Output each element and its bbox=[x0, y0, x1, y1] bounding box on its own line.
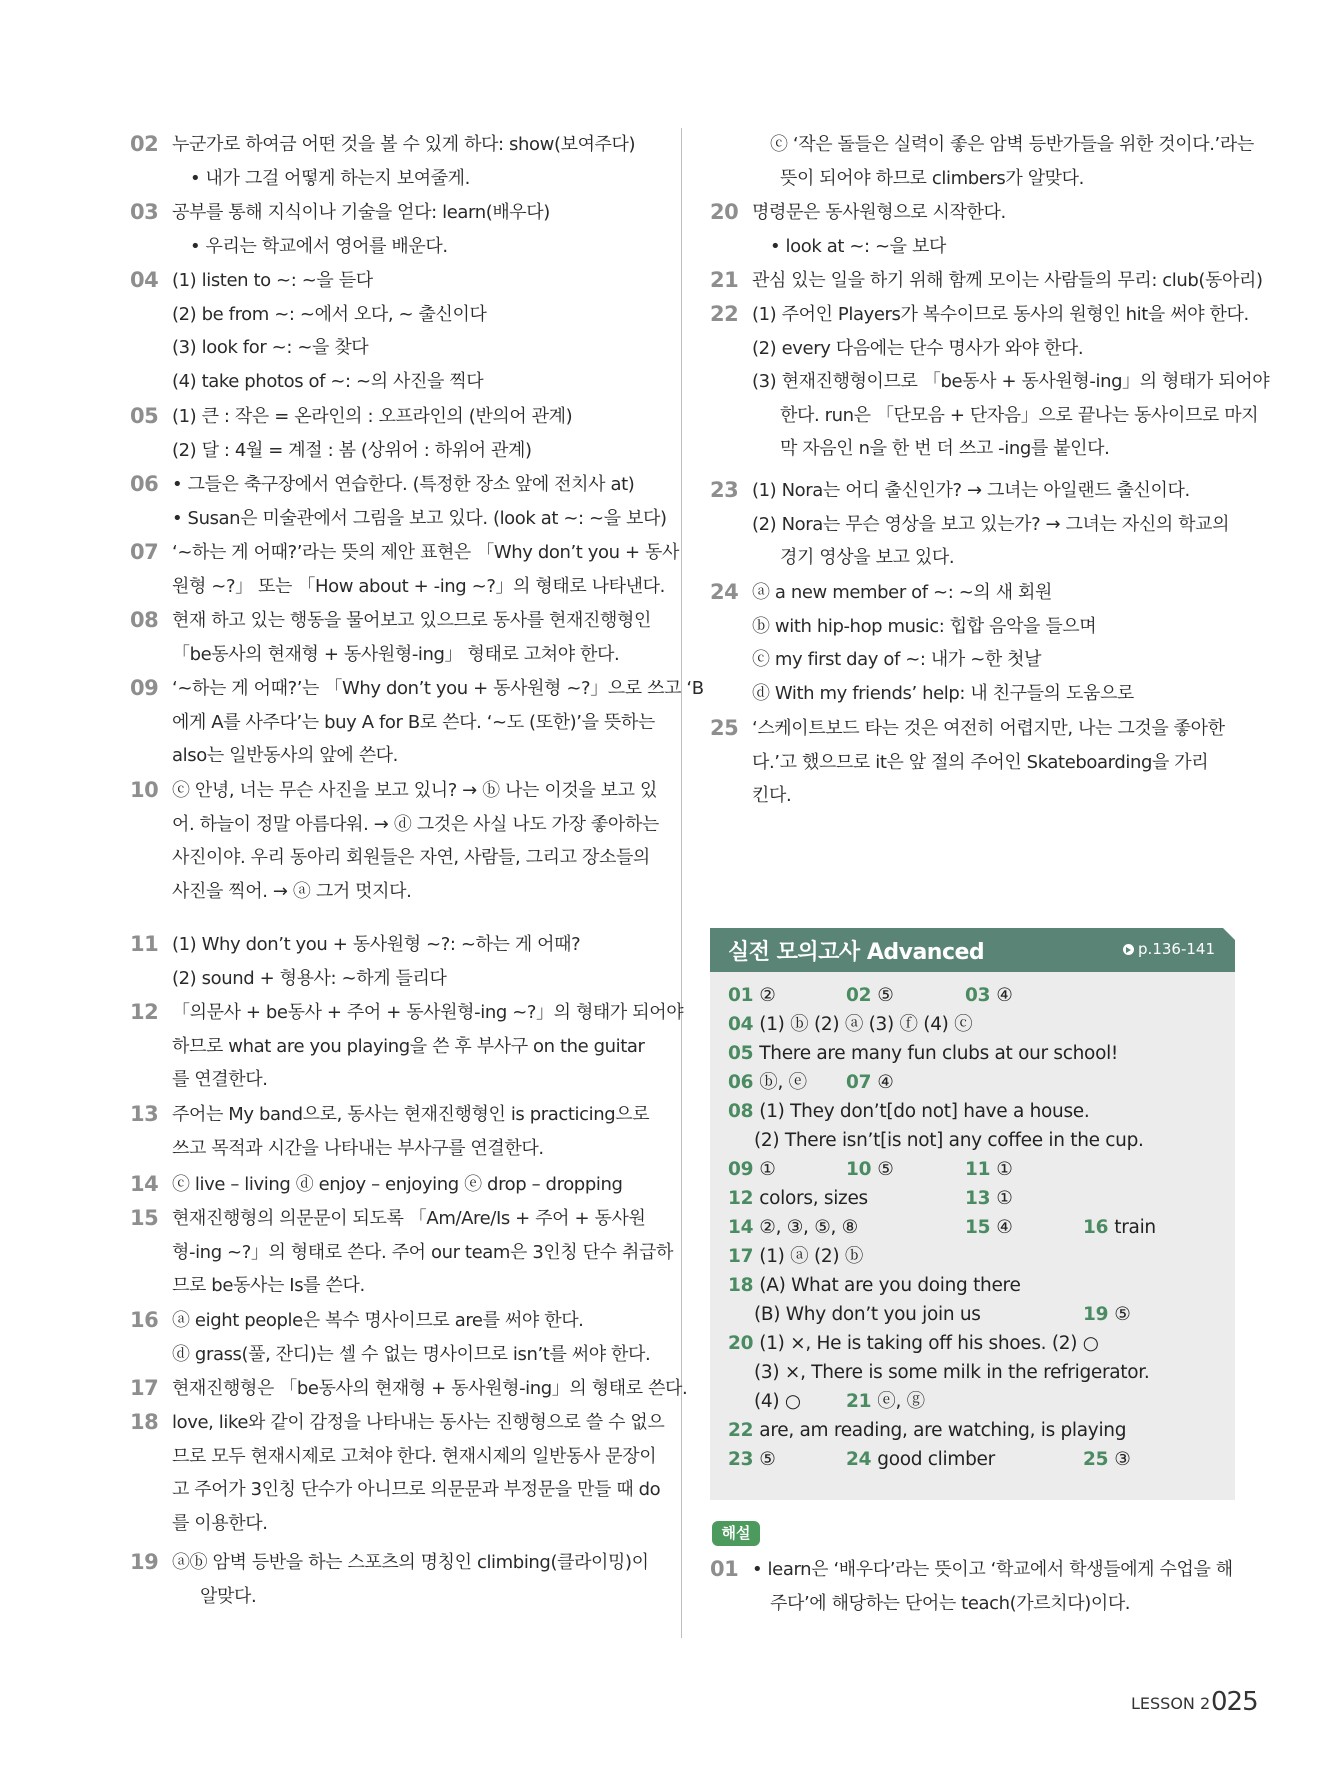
answer-entry bbox=[728, 1068, 807, 1097]
answer-entry bbox=[728, 1097, 1089, 1126]
answer-number: 24 bbox=[846, 1449, 878, 1470]
answer-entry bbox=[754, 1387, 801, 1416]
text-line: 「be동사의 현재형 + 동사원형-ing」 형태로 고쳐야 한다. bbox=[172, 643, 620, 665]
question-explanation bbox=[172, 774, 659, 908]
question-number: 20 bbox=[710, 200, 739, 224]
text-line: also는 일반동사의 앞에 쓴다. bbox=[172, 745, 398, 766]
text-line: 현재진행형의 의문문이 되도록 「Am/Are/Is + 주어 + 동사원 bbox=[172, 1208, 646, 1229]
answer-number: 01 bbox=[728, 985, 760, 1006]
question-explanation bbox=[752, 264, 1263, 298]
text-line: • 내가 그걸 어떻게 하는지 보여줄게. bbox=[190, 167, 470, 189]
answer-value: ① bbox=[996, 1159, 1013, 1180]
answer-number: 20 bbox=[728, 1333, 760, 1354]
answer-entry bbox=[965, 1155, 1013, 1184]
answer-value: ⓑ, ⓔ bbox=[759, 1072, 807, 1093]
answer-entry bbox=[965, 981, 1013, 1010]
question-number: 21 bbox=[710, 268, 739, 292]
text-line: 뜻이 되어야 하므로 climbers가 알맞다. bbox=[780, 167, 1084, 189]
text-line: 경기 영상을 보고 있다. bbox=[780, 547, 955, 568]
footer-lesson: LESSON 2 bbox=[1131, 1694, 1211, 1713]
text-line: 관심 있는 일을 하기 위해 함께 모이는 사람들의 무리: club(동아리) bbox=[752, 270, 1263, 291]
text-line: 현재 하고 있는 행동을 물어보고 있으므로 동사를 현재진행형인 bbox=[172, 610, 651, 631]
answer-value: There are many fun clubs at our school! bbox=[759, 1043, 1119, 1064]
answer-value: ⓔ, ⓖ bbox=[877, 1391, 925, 1412]
text-line: ⓐ a new member of ~: ~의 새 회원 bbox=[752, 582, 1052, 603]
text-line: ⓒ live – living ⓓ enjoy – enjoying ⓔ drop – dropping bbox=[172, 1174, 623, 1195]
question-explanation bbox=[172, 672, 704, 773]
answer-entry bbox=[965, 1184, 1013, 1213]
answer-box-title: 실전 모의고사 Advanced bbox=[728, 940, 985, 965]
answer-box-header bbox=[710, 928, 1235, 972]
answer-value: ⑤ bbox=[877, 985, 894, 1006]
question-explanation bbox=[172, 536, 679, 603]
text-line: 므로 모두 현재시제로 고쳐야 한다. 현재시제의 일반동사 문장이 bbox=[172, 1445, 657, 1467]
question-explanation bbox=[752, 128, 1254, 195]
text-line: love, like와 같이 감정을 나타내는 동사는 진행형으로 쓸 수 없으 bbox=[172, 1412, 665, 1433]
answer-entry bbox=[1083, 1213, 1156, 1242]
answer-value: ④ bbox=[877, 1072, 894, 1093]
page-reference-text: p.136-141 bbox=[1138, 940, 1215, 958]
question-number: 06 bbox=[130, 472, 159, 496]
answer-entry bbox=[754, 1300, 981, 1329]
question-number: 11 bbox=[130, 932, 159, 956]
answer-entry bbox=[728, 1039, 1118, 1068]
answer-entry bbox=[728, 1213, 858, 1242]
text-line: 「의문사 + be동사 + 주어 + 동사원형-ing ~?」의 형태가 되어야 bbox=[172, 1002, 684, 1023]
text-line: 원형 ~?」 또는 「How about + -ing ~?」의 형태로 나타낸다. bbox=[172, 575, 665, 597]
text-line: ⓒ 안녕, 너는 무슨 사진을 보고 있니? → ⓑ 나는 이것을 보고 있 bbox=[172, 780, 657, 801]
answer-value: (1) They don’t[do not] have a house. bbox=[759, 1101, 1090, 1122]
answer-number: 15 bbox=[965, 1217, 997, 1238]
answer-value: train bbox=[1114, 1217, 1156, 1238]
text-line: (1) 큰 : 작은 = 온라인의 : 오프라인의 (반의어 관계) bbox=[172, 406, 573, 427]
question-number: 08 bbox=[130, 608, 159, 632]
answer-value: ⑤ bbox=[1114, 1304, 1131, 1325]
answer-value: ① bbox=[996, 1188, 1013, 1209]
text-line: (1) Why don’t you + 동사원형 ~?: ~하는 게 어때? bbox=[172, 934, 581, 955]
answer-entry bbox=[728, 1329, 1099, 1358]
text-line: ⓐ eight people은 복수 명사이므로 are를 써야 한다. bbox=[172, 1310, 584, 1331]
question-explanation bbox=[752, 196, 1006, 263]
answer-number: 22 bbox=[728, 1420, 760, 1441]
text-line: • 그들은 축구장에서 연습한다. (특정한 장소 앞에 전치사 at) bbox=[172, 474, 635, 495]
text-line: (2) sound + 형용사: ~하게 들리다 bbox=[172, 967, 447, 989]
answer-entry bbox=[728, 1010, 972, 1039]
text-line: (1) 주어인 Players가 복수이므로 동사의 원형인 hit을 써야 한다. bbox=[752, 304, 1249, 325]
question-explanation bbox=[172, 196, 550, 263]
answer-value: ② bbox=[759, 985, 776, 1006]
answer-number: 12 bbox=[728, 1188, 760, 1209]
answer-value: (1) ⓑ (2) ⓐ (3) ⓕ (4) ⓒ bbox=[759, 1014, 973, 1035]
answer-value: colors, sizes bbox=[759, 1188, 868, 1209]
answer-entry bbox=[754, 1126, 1144, 1155]
question-number: 09 bbox=[130, 676, 159, 700]
answer-entry bbox=[846, 1387, 925, 1416]
text-line: 쓰고 목적과 시간을 나타내는 부사구를 연결한다. bbox=[172, 1137, 544, 1159]
answer-value: ④ bbox=[996, 985, 1013, 1006]
page-number: 025 bbox=[1211, 1687, 1258, 1717]
text-line: ‘~하는 게 어때?’는 「Why don’t you + 동사원형 ~?」으로 쓰고 ‘B bbox=[172, 678, 704, 699]
answer-value: ②, ③, ⑤, ⑧ bbox=[759, 1217, 858, 1238]
answer-value: good climber bbox=[877, 1449, 995, 1470]
text-line: 막 자음인 n을 한 번 더 쓰고 -ing를 붙인다. bbox=[780, 438, 1110, 459]
text-line: 를 이용한다. bbox=[172, 1512, 268, 1534]
question-number: 18 bbox=[130, 1410, 159, 1434]
text-line: 하므로 what are you playing을 쓴 후 부사구 on the guitar bbox=[172, 1035, 645, 1057]
text-line: 명령문은 동사원형으로 시작한다. bbox=[752, 202, 1006, 223]
text-line: ⓓ With my friends’ help: 내 친구들의 도움으로 bbox=[752, 682, 1134, 704]
text-line: 주어는 My band으로, 동사는 현재진행형인 is practicing으로 bbox=[172, 1104, 650, 1125]
question-number: 01 bbox=[710, 1557, 739, 1581]
question-number: 03 bbox=[130, 200, 159, 224]
question-explanation bbox=[752, 712, 1225, 813]
text-line: 알맞다. bbox=[200, 1585, 257, 1607]
question-explanation bbox=[172, 400, 572, 467]
answer-value: (1) ×, He is taking off his shoes. (2) ○ bbox=[759, 1333, 1099, 1354]
question-explanation bbox=[752, 576, 1134, 710]
text-line: 어. 하늘이 정말 아름다워. → ⓓ 그것은 사실 나도 가장 좋아하는 bbox=[172, 813, 659, 835]
answer-number: 23 bbox=[728, 1449, 760, 1470]
question-explanation bbox=[172, 1168, 623, 1202]
answer-entry bbox=[728, 1271, 1021, 1300]
text-line: 주다’에 해당하는 단어는 teach(가르치다)이다. bbox=[770, 1592, 1131, 1614]
answer-value: ④ bbox=[996, 1217, 1013, 1238]
text-line: 사진을 찍어. → ⓐ 그거 멋지다. bbox=[172, 880, 412, 902]
question-explanation bbox=[172, 468, 667, 535]
answer-number: 19 bbox=[1083, 1304, 1115, 1325]
question-number: 23 bbox=[710, 478, 739, 502]
answer-value: ③ bbox=[1114, 1449, 1131, 1470]
text-line: ⓐⓑ 암벽 등반을 하는 스포츠의 명칭인 climbing(클라이밍)이 bbox=[172, 1552, 649, 1573]
answer-value: ⑤ bbox=[759, 1449, 776, 1470]
answer-number: 21 bbox=[846, 1391, 878, 1412]
text-line: ⓒ my first day of ~: 내가 ~한 첫날 bbox=[752, 649, 1042, 670]
question-explanation bbox=[172, 1546, 649, 1613]
answer-number: 07 bbox=[846, 1072, 878, 1093]
text-line: (2) 달 : 4월 = 계절 : 봄 (상위어 : 하위어 관계) bbox=[172, 439, 532, 461]
question-number: 07 bbox=[130, 540, 159, 564]
text-line: • learn은 ‘배우다’라는 뜻이고 ‘학교에서 학생들에게 수업을 해 bbox=[752, 1559, 1233, 1580]
page-reference bbox=[1123, 940, 1215, 958]
question-number: 02 bbox=[130, 132, 159, 156]
question-number: 25 bbox=[710, 716, 739, 740]
explanation-badge: 해설 bbox=[712, 1521, 760, 1546]
answer-number: 16 bbox=[1083, 1217, 1115, 1238]
text-line: 사진이야. 우리 동아리 회원들은 자연, 사람들, 그리고 장소들의 bbox=[172, 847, 650, 868]
answer-value: (1) ⓐ (2) ⓑ bbox=[759, 1246, 864, 1267]
text-line: (4) take photos of ~: ~의 사진을 찍다 bbox=[172, 370, 484, 392]
text-line: 다.’고 했으므로 it은 앞 절의 주어인 Skateboarding을 가리 bbox=[752, 751, 1209, 773]
answer-number: 06 bbox=[728, 1072, 760, 1093]
text-line: ‘~하는 게 어때?’라는 뜻의 제안 표현은 「Why don’t you + 동사 bbox=[172, 542, 679, 563]
answer-entry bbox=[754, 1358, 1149, 1387]
answer-value: ① bbox=[759, 1159, 776, 1180]
text-line: 킨다. bbox=[752, 785, 792, 806]
text-line: 누군가로 하여금 어떤 것을 볼 수 있게 하다: show(보여주다) bbox=[172, 134, 636, 155]
answer-value: ⑤ bbox=[877, 1159, 894, 1180]
answer-entry bbox=[846, 1445, 995, 1474]
text-line: (2) Nora는 무슨 영상을 보고 있는가? → 그녀는 자신의 학교의 bbox=[752, 513, 1230, 535]
answer-entry bbox=[728, 1242, 863, 1271]
text-line: (1) listen to ~: ~을 듣다 bbox=[172, 270, 373, 291]
answer-number: 17 bbox=[728, 1246, 760, 1267]
answer-number: 25 bbox=[1083, 1449, 1115, 1470]
text-line: 형-ing ~?」의 형태로 쓴다. 주어 our team은 3인칭 단수 취급하 bbox=[172, 1241, 673, 1263]
question-explanation bbox=[172, 128, 635, 195]
text-line: (1) Nora는 어디 출신인가? → 그녀는 아일랜드 출신이다. bbox=[752, 480, 1190, 501]
text-line: 므로 be동사는 Is를 쓴다. bbox=[172, 1275, 365, 1296]
text-line: (2) be from ~: ~에서 오다, ~ 출신이다 bbox=[172, 303, 487, 325]
answer-number: 08 bbox=[728, 1101, 760, 1122]
answer-entry bbox=[728, 1184, 868, 1213]
question-explanation bbox=[752, 474, 1229, 575]
answer-entry bbox=[846, 1068, 894, 1097]
question-explanation bbox=[172, 928, 580, 995]
answer-entry bbox=[728, 1445, 776, 1474]
question-number: 05 bbox=[130, 404, 159, 428]
answer-value: (4) ○ bbox=[754, 1391, 801, 1412]
question-number: 13 bbox=[130, 1102, 159, 1126]
question-number: 15 bbox=[130, 1206, 159, 1230]
question-number: 04 bbox=[130, 268, 159, 292]
text-line: ⓑ with hip-hop music: 힙합 음악을 들으며 bbox=[752, 615, 1097, 637]
question-explanation bbox=[172, 1098, 649, 1165]
answer-number: 13 bbox=[965, 1188, 997, 1209]
text-line: ⓓ grass(풀, 잔디)는 셀 수 없는 명사이므로 isn’t를 써야 한다. bbox=[172, 1343, 651, 1365]
folded-corner bbox=[1223, 928, 1235, 940]
answer-entry bbox=[728, 1416, 1126, 1445]
text-line: ⓒ ‘작은 돌들은 실력이 좋은 암벽 등반가들을 위한 것이다.’라는 bbox=[770, 134, 1254, 155]
answer-value: (2) There isn’t[is not] any coffee in the cup. bbox=[754, 1130, 1144, 1151]
answer-number: 03 bbox=[965, 985, 997, 1006]
question-explanation bbox=[172, 604, 651, 671]
explanation-text bbox=[752, 1553, 1233, 1620]
answer-entry bbox=[728, 981, 776, 1010]
question-number: 19 bbox=[130, 1550, 159, 1574]
answer-box bbox=[710, 928, 1235, 1500]
question-number: 10 bbox=[130, 778, 159, 802]
text-line: ‘스케이트보드 타는 것은 여전히 어렵지만, 나는 그것을 좋아한 bbox=[752, 718, 1225, 739]
answer-number: 18 bbox=[728, 1275, 760, 1296]
answer-value: are, am reading, are watching, is playing bbox=[759, 1420, 1127, 1441]
question-explanation bbox=[172, 264, 486, 398]
text-line: • Susan은 미술관에서 그림을 보고 있다. (look at ~: ~을 보다) bbox=[172, 507, 667, 529]
question-number: 24 bbox=[710, 580, 739, 604]
question-explanation bbox=[172, 1202, 673, 1303]
question-explanation bbox=[172, 1304, 650, 1371]
text-line: (3) 현재진행형이므로 「be동사 + 동사원형-ing」의 형태가 되어야 bbox=[752, 371, 1270, 392]
answer-value: (A) What are you doing there bbox=[759, 1275, 1021, 1296]
question-explanation bbox=[752, 298, 1269, 466]
question-explanation bbox=[172, 1372, 687, 1406]
answer-number: 04 bbox=[728, 1014, 760, 1035]
column-divider bbox=[681, 128, 682, 1638]
text-line: 고 주어가 3인칭 단수가 아니므로 의문문과 부정문을 만들 때 do bbox=[172, 1479, 661, 1500]
question-number: 12 bbox=[130, 1000, 159, 1024]
answer-number: 14 bbox=[728, 1217, 760, 1238]
answer-number: 09 bbox=[728, 1159, 760, 1180]
question-explanation bbox=[172, 1406, 664, 1540]
answer-entry bbox=[1083, 1300, 1131, 1329]
arrow-icon bbox=[1123, 944, 1134, 955]
answer-number: 11 bbox=[965, 1159, 997, 1180]
answer-entry bbox=[846, 981, 894, 1010]
text-line: • look at ~: ~을 보다 bbox=[770, 235, 946, 257]
text-line: 에게 A를 사주다’는 buy A for B로 쓴다. ‘~도 (또한)’을 뜻하는 bbox=[172, 711, 655, 733]
text-line: (2) every 다음에는 단수 명사가 와야 한다. bbox=[752, 337, 1084, 359]
text-line: • 우리는 학교에서 영어를 배운다. bbox=[190, 235, 448, 257]
text-line: 한다. run은 「단모음 + 단자음」으로 끝나는 동사이므로 마지 bbox=[780, 404, 1259, 426]
text-line: 공부를 통해 지식이나 기술을 얻다: learn(배우다) bbox=[172, 202, 550, 223]
answer-value: (B) Why don’t you join us bbox=[754, 1304, 981, 1325]
answer-entry bbox=[846, 1155, 894, 1184]
text-line: 를 연결한다. bbox=[172, 1069, 268, 1090]
answer-number: 02 bbox=[846, 985, 878, 1006]
text-line: 현재진행형은 「be동사의 현재형 + 동사원형-ing」의 형태로 쓴다. bbox=[172, 1378, 688, 1399]
answer-entry bbox=[728, 1155, 776, 1184]
answer-number: 10 bbox=[846, 1159, 878, 1180]
question-number: 14 bbox=[130, 1172, 159, 1196]
question-number: 17 bbox=[130, 1376, 159, 1400]
question-explanation bbox=[172, 996, 683, 1097]
question-number: 22 bbox=[710, 302, 739, 326]
answer-value: (3) ×, There is some milk in the refrigerator. bbox=[754, 1362, 1150, 1383]
answer-number: 05 bbox=[728, 1043, 760, 1064]
question-number: 16 bbox=[130, 1308, 159, 1332]
text-line: (3) look for ~: ~을 찾다 bbox=[172, 337, 369, 358]
answer-entry bbox=[965, 1213, 1013, 1242]
answer-entry bbox=[1083, 1445, 1131, 1474]
